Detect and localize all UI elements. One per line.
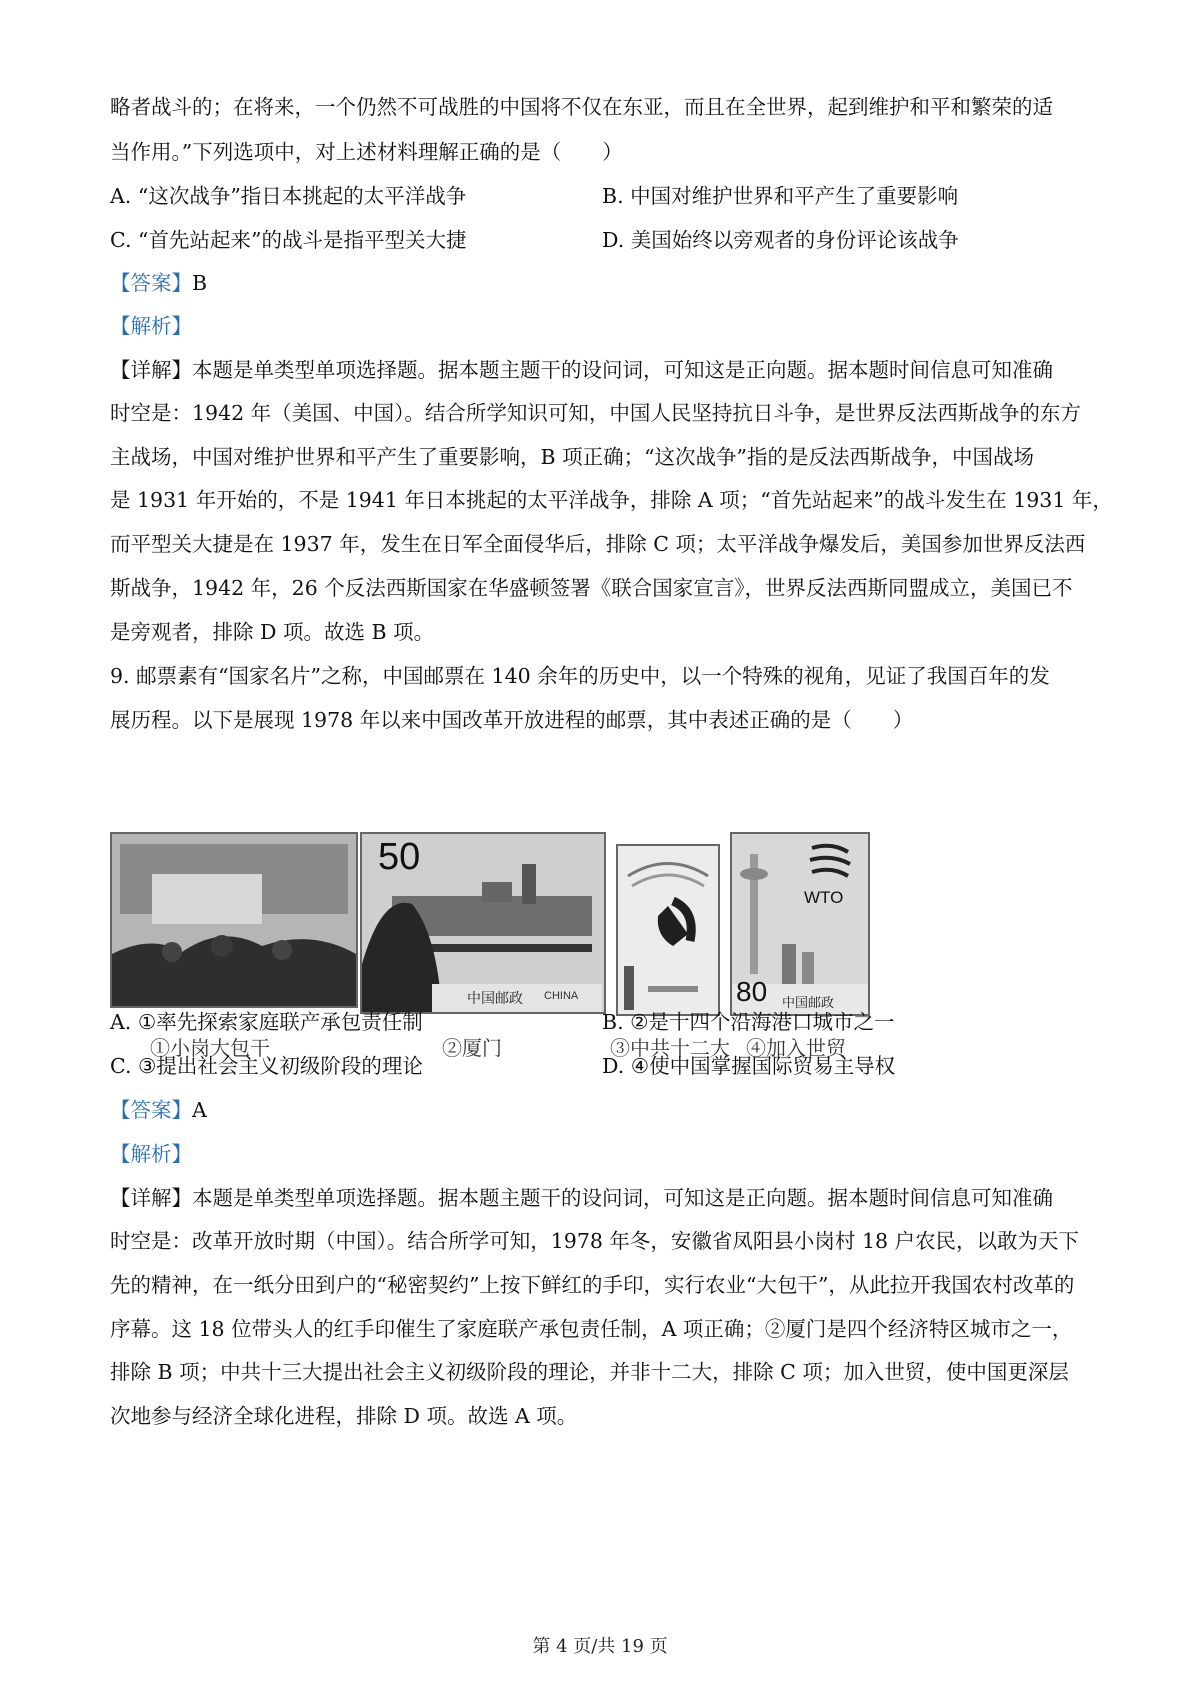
stamp-wto-postal: 中国邮政 bbox=[782, 996, 835, 1011]
q8-detail-line1: 【详解】本题是单类型单项选择题。据本题主题干的设问词，可知这是正向题。据本题时间信息可知准确 bbox=[110, 358, 1053, 382]
q8-detail-line7: 是旁观者，排除 D 项。故选 B 项。 bbox=[110, 620, 435, 644]
stamp-caption-4: ④加入世贸 bbox=[746, 1036, 846, 1060]
stamp-caption-3: ③中共十二大 bbox=[610, 1036, 730, 1060]
q9-stem-line1: 9. 邮票素有“国家名片”之称，中国邮票在 140 余年的历史中，以一个特殊的视角，见证了我国百年的发 bbox=[110, 664, 1050, 688]
q9-stem-line2: 展历程。以下是展现 1978 年以来中国改革开放进程的邮票，其中表述正确的是（ ） bbox=[110, 708, 914, 732]
q9-detail-line4: 序幕。这 18 位带头人的红手印催生了家庭联产承包责任制，A 项正确；②厦门是四个经济特区城市之一， bbox=[110, 1317, 1073, 1341]
q9-detail-line2: 时空是：改革开放时期（中国）。结合所学可知，1978 年冬，安徽省凤阳县小岗村 18 户农民，以敢为天下 bbox=[110, 1229, 1080, 1253]
q8-analysis-label: 【解析】 bbox=[110, 314, 192, 338]
q8-option-b: B. 中国对维护世界和平产生了重要影响 bbox=[602, 184, 959, 208]
q9-detail-line3: 先的精神，在一纸分田到户的“秘密契约”上按下鲜红的手印，实行农业“大包干”，从此拉开我国农村改革的 bbox=[110, 1273, 1075, 1297]
stamp-xiamen-china: CHINA bbox=[544, 990, 579, 1002]
q8-detail-line2: 时空是：1942 年（美国、中国）。结合所学知识可知，中国人民坚持抗日斗争，是世界反法西斯战争的东方 bbox=[110, 401, 1081, 425]
stamp-wto bbox=[730, 832, 870, 1016]
q9-answer-label: 【答案】 bbox=[110, 1098, 192, 1122]
q9-answer bbox=[110, 1096, 207, 1124]
q8-detail-line6: 斯战争，1942 年，26 个反法西斯国家在华盛顿签署《联合国家宣言》，世界反法西斯同盟成立，美国已不 bbox=[110, 576, 1073, 600]
stamp-wto-value: 80 bbox=[736, 976, 768, 1007]
page-number: 第 4 页/共 19 页 bbox=[532, 1636, 668, 1657]
stamp-xiamen bbox=[360, 832, 606, 1014]
q9-detail-line1: 【详解】本题是单类型单项选择题。据本题主题干的设问词，可知这是正向题。据本题时间信息可知准确 bbox=[110, 1186, 1053, 1210]
stamp-12th-congress bbox=[616, 844, 720, 1016]
q8-option-a: A. “这次战争”指日本挑起的太平洋战争 bbox=[110, 184, 467, 208]
q8-detail-line4: 是 1931 年开始的，不是 1941 年日本挑起的太平洋战争，排除 A 项；“首先站起来”的战斗发生在 1931 年， bbox=[110, 488, 1113, 512]
q8-answer-label: 【答案】 bbox=[110, 271, 192, 295]
q8-option-d: D. 美国始终以旁观者的身份评论该战争 bbox=[602, 228, 959, 252]
q8-detail-line5: 而平型关大捷是在 1937 年，发生在日军全面侵华后，排除 C 项；太平洋战争爆发后，美国参加世界反法西 bbox=[110, 532, 1086, 556]
q9-detail-line6: 次地参与经济全球化进程，排除 D 项。故选 A 项。 bbox=[110, 1404, 578, 1428]
stamp-xiaogang-image bbox=[112, 834, 356, 1006]
stamp-caption-1: ①小岗大包干 bbox=[150, 1036, 270, 1060]
q8-answer bbox=[110, 269, 207, 297]
q9-answer-value: A bbox=[192, 1098, 207, 1122]
q9-option-c: C. ③提出社会主义初级阶段的理论 bbox=[110, 1054, 423, 1078]
stamp-wto-label: WTO bbox=[804, 888, 844, 907]
q9-option-b: B. ②是十四个沿海港口城市之一 bbox=[602, 1010, 895, 1034]
q8-stem-line1: 略者战斗的；在将来，一个仍然不可战胜的中国将不仅在东亚，而且在全世界，起到维护和平和繁荣的适 bbox=[110, 95, 1053, 119]
q8-stem-line2: 当作用。”下列选项中，对上述材料理解正确的是（ ） bbox=[110, 140, 623, 164]
q8-detail-label: 【详解】 bbox=[110, 358, 192, 382]
stamp-12th-congress-image bbox=[618, 846, 718, 1014]
stamp-caption-2: ②厦门 bbox=[442, 1036, 502, 1060]
q8-detail-line3: 主战场，中国对维护世界和平产生了重要影响，B 项正确；“这次战争”指的是反法西斯战争，中国战场 bbox=[110, 445, 1035, 469]
stamp-xiamen-value: 50 bbox=[378, 836, 421, 878]
q9-option-a: A. ①率先探索家庭联产承包责任制 bbox=[110, 1010, 423, 1034]
q9-detail-line5: 排除 B 项；中共十三大提出社会主义初级阶段的理论，并非十二大，排除 C 项；加入世贸，使中国更深层 bbox=[110, 1360, 1069, 1384]
q9-analysis-label: 【解析】 bbox=[110, 1142, 192, 1166]
stamp-xiaogang bbox=[110, 832, 358, 1008]
q9-option-d: D. ④使中国掌握国际贸易主导权 bbox=[602, 1054, 896, 1078]
q8-answer-value: B bbox=[192, 271, 208, 295]
q9-detail-label: 【详解】 bbox=[110, 1186, 192, 1210]
q8-option-c: C. “首先站起来”的战斗是指平型关大捷 bbox=[110, 228, 467, 252]
stamp-xiamen-postal: 中国邮政 bbox=[467, 991, 523, 1007]
